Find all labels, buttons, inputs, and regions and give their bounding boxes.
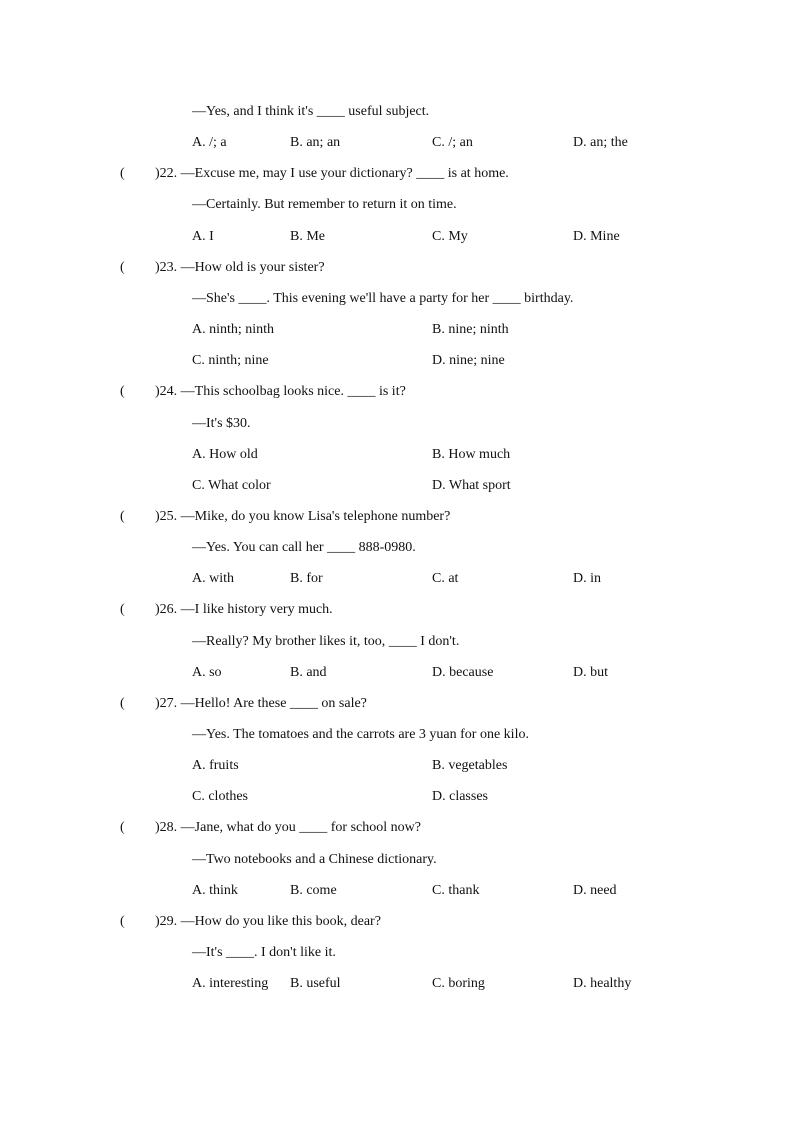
dialogue-text: —She's ____. This evening we'll have a party for her ____ birthday. — [192, 290, 574, 306]
answer-option: A. How old — [192, 446, 258, 462]
answer-option: C. at — [432, 571, 459, 587]
question-text: )27. —Hello! Are these ____ on sale? — [155, 695, 367, 711]
question-text: )25. —Mike, do you know Lisa's telephone number? — [155, 508, 451, 524]
dialogue-line — [0, 849, 794, 871]
dialogue-line — [0, 942, 794, 964]
answer-option: B. an; an — [290, 135, 341, 151]
question-line — [0, 381, 794, 403]
dialogue-text: —Yes. You can call her ____ 888-0980. — [192, 540, 416, 556]
dialogue-text: —Yes. The tomatoes and the carrots are 3 yuan for one kilo. — [192, 727, 529, 742]
dialogue-line — [0, 101, 794, 123]
options-row — [0, 132, 794, 154]
answer-option: D. classes — [432, 789, 488, 805]
dialogue-line — [0, 724, 794, 746]
answer-option: D. need — [573, 882, 617, 898]
options-row — [0, 568, 794, 590]
answer-option: C. What color — [192, 477, 271, 493]
answer-option: A. ninth; ninth — [192, 322, 275, 338]
dialogue-line — [0, 288, 794, 310]
question-line — [0, 506, 794, 528]
answer-option: D. Mine — [573, 228, 620, 244]
answer-option: D. because — [432, 664, 494, 680]
answer-option: C. ninth; nine — [192, 353, 269, 369]
answer-option: A. think — [192, 882, 238, 898]
answer-option: B. nine; ninth — [432, 322, 509, 338]
options-row — [0, 786, 794, 808]
options-row — [0, 755, 794, 777]
answer-option: D. healthy — [573, 976, 632, 992]
answer-option: D. nine; nine — [432, 353, 505, 369]
question-line — [0, 817, 794, 839]
question-line — [0, 599, 794, 621]
question-text: )24. —This schoolbag looks nice. ____ is it? — [155, 384, 406, 400]
question-line — [0, 163, 794, 185]
dialogue-line — [0, 537, 794, 559]
answer-option: D. in — [573, 571, 601, 587]
answer-bracket[interactable]: ( — [120, 384, 125, 400]
options-row — [0, 444, 794, 466]
answer-option: B. come — [290, 882, 337, 898]
dialogue-line — [0, 413, 794, 435]
question-text: )22. —Excuse me, may I use your dictionary? ____ is at home. — [155, 166, 509, 182]
question-text: )23. —How old is your sister? — [155, 259, 325, 275]
answer-option: C. /; an — [432, 135, 473, 151]
dialogue-text: —Two notebooks and a Chinese dictionary. — [192, 851, 437, 867]
dialogue-text: —Certainly. But remember to return it on time. — [192, 197, 457, 213]
answer-option: A. fruits — [192, 758, 239, 774]
answer-option: A. so — [192, 664, 222, 680]
dialogue-line — [0, 194, 794, 216]
answer-bracket[interactable]: ( — [120, 259, 125, 275]
dialogue-text: —Really? My brother likes it, too, ____ I don't. — [192, 633, 460, 649]
question-line — [0, 911, 794, 933]
dialogue-text: —It's ____. I don't like it. — [192, 945, 336, 961]
answer-option: C. thank — [432, 882, 480, 898]
answer-option: B. Me — [290, 228, 325, 244]
answer-bracket[interactable]: ( — [120, 820, 125, 836]
options-row — [0, 973, 794, 995]
answer-option: C. boring — [432, 976, 485, 992]
answer-option: C. My — [432, 228, 468, 244]
dialogue-text: —Yes, and I think it's ____ useful subject. — [192, 104, 430, 119]
answer-option: C. clothes — [192, 789, 248, 805]
dialogue-line — [0, 631, 794, 653]
options-row — [0, 475, 794, 497]
options-row — [0, 880, 794, 902]
answer-option: B. and — [290, 664, 327, 680]
answer-option: D. an; the — [573, 135, 628, 151]
answer-option: B. useful — [290, 976, 341, 992]
answer-option: B. for — [290, 571, 323, 587]
answer-option: B. How much — [432, 446, 511, 462]
answer-option: B. vegetables — [432, 758, 508, 774]
answer-bracket[interactable]: ( — [120, 602, 125, 618]
answer-option: D. What sport — [432, 477, 511, 493]
answer-option: D. but — [573, 664, 608, 680]
options-row — [0, 319, 794, 341]
answer-option: A. I — [192, 228, 214, 244]
question-text: )26. —I like history very much. — [155, 602, 333, 618]
question-text: )29. —How do you like this book, dear? — [155, 913, 381, 929]
answer-option: A. interesting — [192, 976, 269, 992]
answer-bracket[interactable]: ( — [120, 695, 125, 711]
options-row — [0, 226, 794, 248]
answer-option: A. with — [192, 571, 234, 587]
question-line — [0, 257, 794, 279]
answer-option: A. /; a — [192, 135, 227, 151]
answer-bracket[interactable]: ( — [120, 166, 125, 182]
options-row — [0, 662, 794, 684]
question-line — [0, 693, 794, 715]
answer-bracket[interactable]: ( — [120, 913, 125, 929]
answer-bracket[interactable]: ( — [120, 508, 125, 524]
question-text: )28. —Jane, what do you ____ for school now? — [155, 820, 421, 836]
dialogue-text: —It's $30. — [192, 415, 251, 431]
options-row — [0, 350, 794, 372]
